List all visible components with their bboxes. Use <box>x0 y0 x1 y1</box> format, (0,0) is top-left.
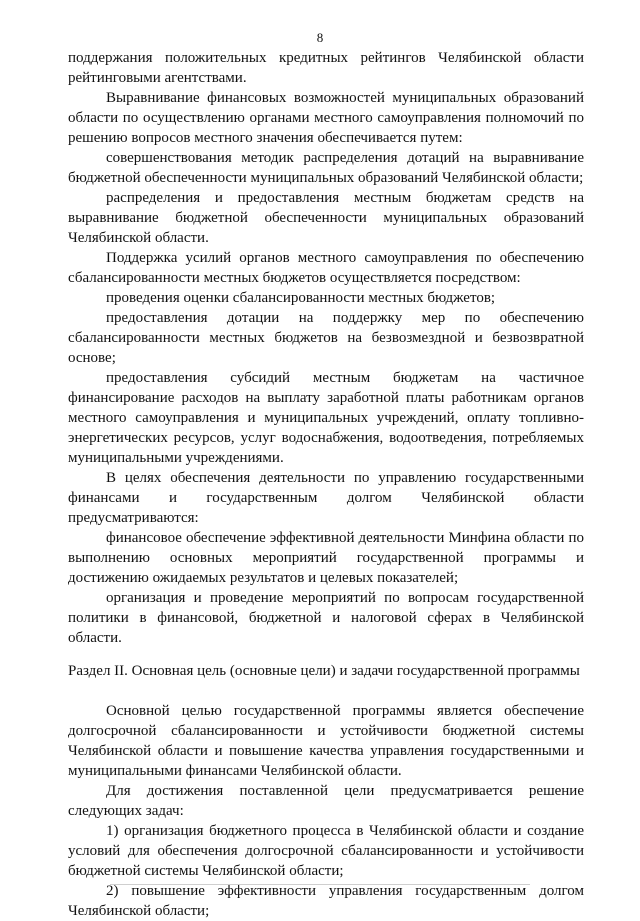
paragraph: предоставления дотации на поддержку мер по обеспечению сбалансированности местных бюджетов на безвозмездной и безвозвратной основе; <box>68 310 584 366</box>
section-paragraph: 1) организация бюджетного процесса в Челябинской области и создание условий для обеспечения долгосрочной сбалансированности и устойчивости бюджетной системы Челябинской области; <box>68 823 584 879</box>
section-paragraph: Основной целью государственной программы является обеспечение долгосрочной сбалансированности и устойчивости бюджетной системы Челябинской области и повышение качества управления государственными и муниципальными финансами Челябинской области. <box>68 703 584 779</box>
paragraph: совершенствования методик распределения дотаций на выравнивание бюджетной обеспеченности муниципальных образований Челябинской области; <box>68 150 584 186</box>
document-body <box>68 48 584 921</box>
paragraph: организация и проведение мероприятий по вопросам государственной политики в финансовой, бюджетной и налоговой сферах в Челябинской области. <box>68 590 584 646</box>
section-paragraph: 2) повышение эффективности управления государственным долгом Челябинской области; <box>68 883 584 919</box>
paragraph: финансовое обеспечение эффективной деятельности Минфина области по выполнению основных мероприятий государственной программы и достижению ожидаемых результатов и целевых показателей; <box>68 530 584 586</box>
paragraph: Поддержка усилий органов местного самоуправления по обеспечению сбалансированности местных бюджетов осуществляется посредством: <box>68 250 584 286</box>
paragraph: В целях обеспечения деятельности по управлению государственными финансами и государственным долгом Челябинской области предусматриваются: <box>68 470 584 526</box>
paragraph: поддержания положительных кредитных рейтингов Челябинской области рейтинговыми агентствами. <box>68 50 584 86</box>
section-heading: Раздел II. Основная цель (основные цели) и задачи государственной программы <box>68 663 580 679</box>
paragraph: предоставления субсидий местным бюджетам на частичное финансирование расходов на выплату заработной платы работникам органов местного самоуправления и муниципальных учреждений, оплату топливно-энергетических ресурсов, услуг водоснабжения, водоотведения, потребляемых муниципальными учреждениями. <box>68 370 584 466</box>
scan-edge-line <box>110 884 530 885</box>
section-paragraph: Для достижения поставленной цели предусматривается решение следующих задач: <box>68 783 584 819</box>
page-number: 8 <box>316 30 324 45</box>
paragraph: распределения и предоставления местным бюджетам средств на выравнивание бюджетной обеспеченности муниципальных образований Челябинской области. <box>68 190 584 246</box>
paragraph: Выравнивание финансовых возможностей муниципальных образований области по осуществлению органами местного самоуправления полномочий по решению вопросов местного значения обеспечивается путем: <box>68 90 584 146</box>
paragraph: проведения оценки сбалансированности местных бюджетов; <box>106 290 496 306</box>
